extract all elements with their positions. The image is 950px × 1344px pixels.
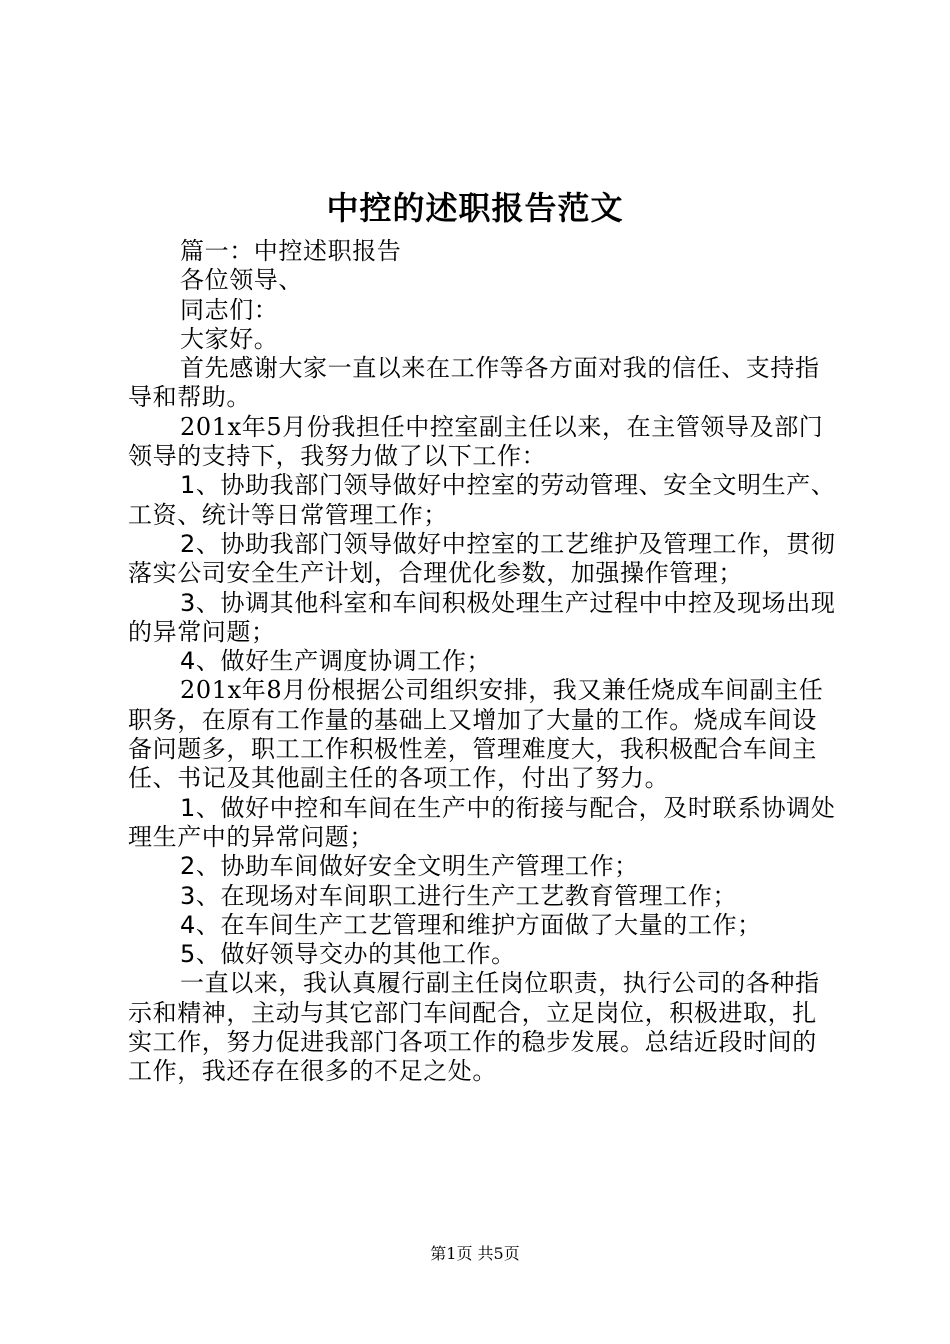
- paragraph-15: 4、在车间生产工艺管理和维护方面做了大量的工作；: [180, 910, 762, 939]
- page-number: 第1页 共5页: [430, 1244, 520, 1263]
- paragraph-8: 2、协助我部门领导做好中控室的工艺维护及管理工作，贯彻落实公司安全生产计划，合理优化参数，加强操作管理；: [128, 529, 836, 588]
- paragraph-13: 2、协助车间做好安全文明生产管理工作；: [180, 852, 639, 881]
- paragraph-14: 3、在现场对车间职工进行生产工艺教育管理工作；: [180, 881, 738, 910]
- paragraph-3: 同志们：: [180, 295, 279, 324]
- paragraph-5: 首先感谢大家一直以来在工作等各方面对我的信任、支持指导和帮助。: [128, 354, 820, 412]
- paragraph-12: 1、做好中控和车间在生产中的衔接与配合，及时联系协调处理生产中的异常问题；: [128, 793, 836, 851]
- page-title: 中控的述职报告范文: [326, 189, 624, 227]
- paragraph-10: 4、做好生产调度协调工作；: [180, 647, 492, 676]
- document-body: [128, 237, 838, 1087]
- paragraph-17: 一直以来，我认真履行副主任岗位职责，执行公司的各种指示和精神，主动与其它部门车间配合，立足岗位，积极进取，扎实工作，努力促进我部门各项工作的稳步发展。总结近段时间的工作，我还存在很多的不足之处。: [128, 969, 820, 1086]
- paragraph-4: 大家好。: [180, 324, 279, 353]
- paragraph-1: 篇一：中控述职报告: [180, 237, 402, 265]
- paragraph-6: 201x年5月份我担任中控室副主任以来，在主管领导及部门领导的支持下，我努力做了以下工作：: [128, 412, 824, 471]
- paragraph-16: 5、做好领导交办的其他工作。: [180, 940, 516, 969]
- paragraph-2: 各位领导、: [180, 266, 303, 295]
- paragraph-9: 3、协调其他科室和车间积极处理生产过程中中控及现场出现的异常问题；: [128, 588, 836, 646]
- paragraph-11: 201x年8月份根据公司组织安排，我又兼任烧成车间副主任职务，在原有工作量的基础上又增加了大量的工作。烧成车间设备问题多，职工工作积极性差，管理难度大，我积极配合车间主任、书记及其他副主任的各项工作，付出了努力。: [128, 676, 824, 793]
- paragraph-7: 1、协助我部门领导做好中控室的劳动管理、安全文明生产、工资、统计等日常管理工作；: [128, 471, 836, 529]
